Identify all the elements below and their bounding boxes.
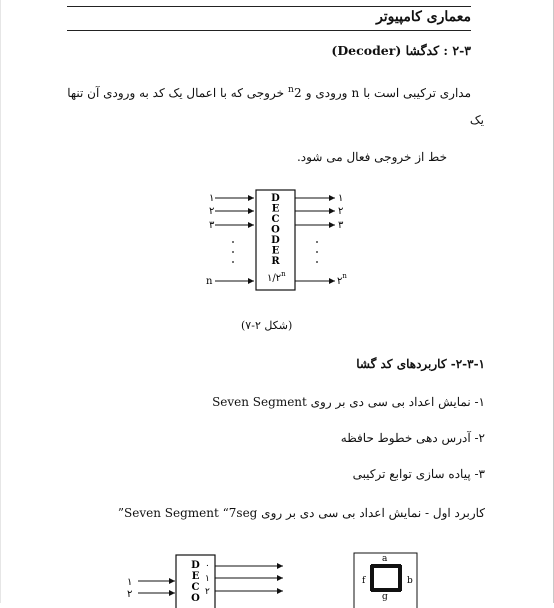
application-item-1: ۱- نمایش اعداد بی سی دی بر روی Seven Segment	[212, 395, 485, 409]
header-rule-top	[67, 6, 471, 7]
section-heading: ۲-۳ : کدگشا (Decoder)	[331, 43, 471, 58]
segment-b	[398, 565, 402, 591]
segment-label-a: a	[382, 554, 388, 564]
subsection-heading: ۲-۳-۱- کاربردهای کد گشا	[356, 357, 485, 371]
header-rule-bottom	[67, 30, 471, 31]
application-item-3: ۳- پیاده سازی توابع ترکیبی	[352, 467, 485, 481]
input-label-n: n	[206, 276, 213, 287]
input-label-1: ۱	[209, 193, 215, 204]
decoder-box-2-letters	[191, 560, 200, 604]
decoder-letter: R	[271, 256, 280, 267]
decoder-letter: D	[271, 235, 280, 246]
intro-line1-suffix: 2 خروجی که با اعمال یک کد به ورودی آن تنها	[67, 86, 302, 100]
intro-line-1-end: یک	[469, 113, 484, 127]
decoder-letter: E	[271, 203, 280, 215]
intro-line-1	[67, 85, 471, 100]
output-label-1: ۱	[338, 193, 344, 204]
intro-line1-prefix: مداری ترکیبی است با n ورودی و	[305, 86, 471, 100]
decoder2-letter: E	[191, 571, 200, 582]
decoder2-letter: C	[191, 582, 200, 593]
decoder-box-bottom: ۱/۲$^n$	[267, 270, 286, 284]
seven-seg-figure	[1, 548, 554, 608]
fig2-output-label-2: ۲	[205, 587, 210, 597]
decoder-letter: O	[271, 224, 280, 236]
output-label-2: ۲	[338, 206, 344, 217]
figure-caption: (شکل ۲-۷)	[241, 319, 293, 332]
decoder2-letter: O	[191, 593, 200, 604]
fig2-input-label-1: ۱	[127, 577, 133, 588]
decoder-letter: C	[271, 214, 280, 225]
output-lines	[295, 198, 335, 281]
segment-a	[371, 564, 401, 568]
decoder-letter: E	[271, 245, 280, 257]
fig2-output-label-1: ۱	[205, 574, 210, 584]
decoder-box-letters	[271, 193, 280, 267]
segment-label-g: g	[382, 592, 388, 602]
input-label-3: ۳	[209, 220, 215, 231]
input-label-2: ۲	[209, 206, 215, 217]
segment-label-b: b	[407, 576, 413, 586]
fig2-input-label-2: ۲	[127, 589, 133, 600]
seven-segment-display	[354, 553, 417, 608]
intro-line-2: خط از خروجی فعال می شود.	[296, 150, 447, 164]
application-1-title: کاربرد اول - نمایش اعداد بی سی دی بر روی Seven Segment “7seg”	[117, 506, 485, 520]
output-label-last: ۲$^n$	[337, 272, 347, 287]
header-book-title: معماری کامپیوتر	[376, 9, 471, 25]
segment-label-f: f	[362, 576, 366, 586]
input-lines	[215, 198, 254, 281]
output-label-3: ۳	[338, 220, 344, 231]
fig2-output-label-0: ۰	[205, 561, 210, 571]
application-item-2: ۲- آدرس دهی خطوط حافظه	[340, 431, 485, 445]
segment-f	[370, 565, 374, 591]
intro-line1-exponent: n	[288, 85, 295, 95]
decoder2-letter: D	[191, 560, 200, 571]
decoder-letter: D	[271, 193, 280, 204]
